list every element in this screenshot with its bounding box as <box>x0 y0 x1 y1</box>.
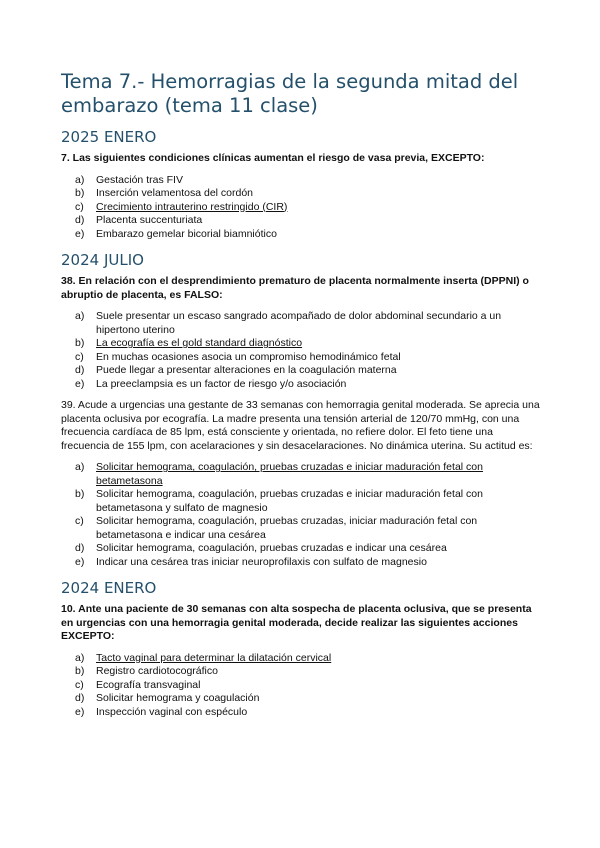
option-text: En muchas ocasiones asocia un compromiso hemodinámico fetal <box>96 350 401 363</box>
option-letter: e) <box>75 377 85 390</box>
option-letter: b) <box>75 488 85 500</box>
question-block <box>61 152 541 241</box>
option-letter: b) <box>75 665 85 677</box>
option-letter: e) <box>75 555 85 568</box>
option-item <box>61 378 541 392</box>
option-text: Solicitar hemograma, coagulación, pruebas cruzadas e iniciar maduración fetal con betametasona y sulfato de magnesio <box>96 488 483 514</box>
option-text: Solicitar hemograma, coagulación, pruebas cruzadas, iniciar maduración fetal con betametasona e indicar una cesárea <box>96 515 478 541</box>
option-letter: e) <box>75 227 85 240</box>
option-text: La preeclampsia es un factor de riesgo y/o asociación <box>96 377 347 390</box>
option-item <box>61 556 541 570</box>
option-letter: d) <box>75 214 85 226</box>
option-text-underlined: Solicitar hemograma, coagulación, pruebas cruzadas e iniciar maduración fetal con betametasona <box>96 461 483 487</box>
option-letter: b) <box>75 337 85 349</box>
option-text: Embarazo gemelar bicorial biamniótico <box>96 227 277 240</box>
section-heading-2024-julio: 2024 JULIO <box>61 251 144 269</box>
option-text-underlined: Crecimiento intrauterino restringido (CIR) <box>96 200 288 213</box>
question-text: 7. Las siguientes condiciones clínicas aumentan el riesgo de vasa previa, EXCEPTO: <box>61 152 485 164</box>
document-page <box>61 70 541 721</box>
option-item <box>61 665 541 679</box>
option-item <box>61 351 541 365</box>
option-letter: c) <box>75 678 84 691</box>
option-text: Gestación tras FIV <box>96 173 183 186</box>
option-item <box>61 679 541 693</box>
option-text: Placenta succenturiata <box>96 214 203 226</box>
option-text: Registro cardiotocográfico <box>96 665 218 677</box>
options-list <box>61 310 541 391</box>
options-list <box>61 652 541 720</box>
question-block <box>61 603 541 719</box>
option-item <box>61 201 541 215</box>
question-text: 39. Acude a urgencias una gestante de 33 semanas con hemorragia genital moderada. Se aprecia una placenta oclusiva por ecografía. La madre presenta una tensión arterial de 120/70 mmHg, con una frecuencia cardíaca de 85 lpm, está consciente y orientada, no refiere dolor. El feto tiene una frecuencia de 155 lpm, con acelaraciones y sin desacelaraciones. No dinámica uterina. Su actitud es: <box>61 399 540 452</box>
option-text: Solicitar hemograma, coagulación, pruebas cruzadas e indicar una cesárea <box>96 542 447 554</box>
option-item <box>61 692 541 706</box>
option-text: Suele presentar un escaso sangrado acompañado de dolor abdominal secundario a un hipertono uterino <box>96 310 502 336</box>
option-text: Inserción velamentosa del cordón <box>96 187 254 199</box>
option-item <box>61 461 541 488</box>
option-letter: e) <box>75 705 85 718</box>
option-letter: d) <box>75 364 85 376</box>
option-text: Puede llegar a presentar alteraciones en la coagulación materna <box>96 364 397 376</box>
option-letter: c) <box>75 200 84 213</box>
option-item <box>61 174 541 188</box>
question-text: 10. Ante una paciente de 30 semanas con alta sospecha de placenta oclusiva, que se presenta en urgencias con una hemorragia genital moderada, decide realizar las siguientes acciones EXCEPTO: <box>61 603 532 642</box>
option-item <box>61 228 541 242</box>
option-text-underlined: Tacto vaginal para determinar la dilatación cervical <box>96 651 332 664</box>
option-item <box>61 310 541 337</box>
option-letter: a) <box>75 461 85 473</box>
question-block <box>61 399 541 569</box>
question-block <box>61 275 541 391</box>
section-heading-2025-enero: 2025 ENERO <box>61 128 157 146</box>
option-item <box>61 364 541 378</box>
option-text: Inspección vaginal con espéculo <box>96 705 248 718</box>
option-letter: d) <box>75 692 85 704</box>
option-item <box>61 515 541 542</box>
option-text: Solicitar hemograma y coagulación <box>96 692 260 704</box>
option-letter: b) <box>75 187 85 199</box>
options-list <box>61 461 541 569</box>
option-letter: c) <box>75 515 84 527</box>
option-item <box>61 542 541 556</box>
option-letter: a) <box>75 651 85 664</box>
option-item <box>61 337 541 351</box>
options-list <box>61 174 541 242</box>
option-letter: a) <box>75 173 85 186</box>
page-title: Tema 7.- Hemorragias de la segunda mitad del embarazo (tema 11 clase) <box>61 70 519 117</box>
option-item <box>61 214 541 228</box>
option-letter: d) <box>75 542 85 554</box>
option-item <box>61 488 541 515</box>
option-text: Ecografía transvaginal <box>96 678 201 691</box>
option-letter: c) <box>75 350 84 363</box>
option-text: Indicar una cesárea tras iniciar neuroprofilaxis con sulfato de magnesio <box>96 555 427 568</box>
option-item <box>61 187 541 201</box>
question-text: 38. En relación con el desprendimiento prematuro de placenta normalmente inserta (DPPNI) o abruptio de placenta, es FALSO: <box>61 275 529 301</box>
section-heading-2024-enero: 2024 ENERO <box>61 579 157 597</box>
option-item <box>61 706 541 720</box>
option-item <box>61 652 541 666</box>
option-letter: a) <box>75 310 85 322</box>
option-text-underlined: La ecografía es el gold standard diagnóstico <box>96 337 303 349</box>
